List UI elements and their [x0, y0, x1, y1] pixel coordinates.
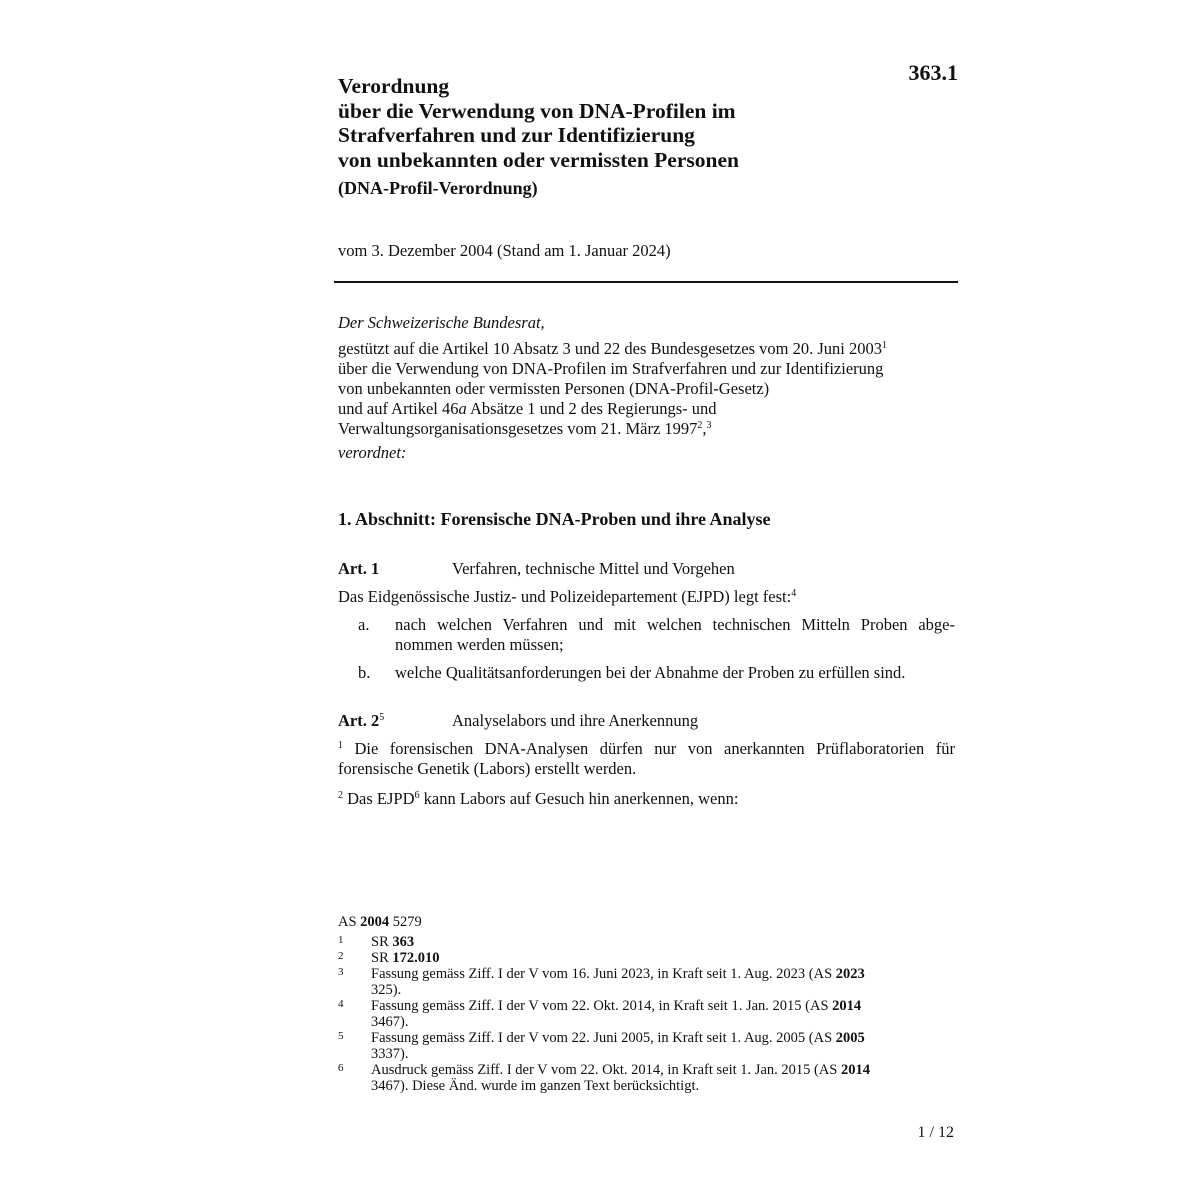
- title-divider: [334, 281, 958, 283]
- preamble-authority: Der Schweizerische Bundesrat,: [338, 313, 545, 332]
- footnote-text: [371, 1063, 898, 1094]
- article-number-text: Art. 2: [338, 711, 380, 730]
- paragraph-text: Das Eidgenössische Justiz- und Polizeidepartement (EJPD) legt fest:: [338, 587, 792, 606]
- as-page: 5279: [389, 914, 422, 930]
- footnote: [338, 935, 898, 951]
- footnote-text: [371, 999, 898, 1030]
- footnote-pre: SR: [371, 934, 393, 950]
- as-year: 2004: [360, 914, 390, 930]
- list-item: [338, 615, 955, 655]
- footnote-number: 4: [338, 998, 344, 1010]
- article-2-heading: [338, 711, 958, 731]
- footnote-pre: Fassung gemäss Ziff. I der V vom 22. Juni 2005, in Kraft seit 1. Aug. 2005 (AS: [371, 1030, 836, 1046]
- preamble-text: gestützt auf die Artikel 10 Absatz 3 und 22 des Bundesgesetzes vom 20. Juni 2003: [338, 339, 882, 358]
- paragraph-text: Das EJPD: [343, 789, 415, 808]
- footnote-text: [371, 967, 898, 998]
- footnote-pre: SR: [371, 950, 393, 966]
- paragraph-text: Die forensischen DNA-Analysen dürfen nur von anerkannten Prüflaboratorien für forensische Genetik (Labors) erstellt werden.: [338, 739, 955, 778]
- preamble-line: über die Verwendung von DNA-Profilen im Strafverfahren und zur Identifizierung: [338, 359, 884, 378]
- title-line: Strafverfahren und zur Identifizierung: [338, 123, 695, 147]
- article-1-heading: [338, 559, 958, 579]
- footnote-number: 5: [338, 1030, 344, 1042]
- preamble-line: [338, 339, 958, 359]
- footnote-bold: 172.010: [392, 950, 440, 966]
- footnote: [338, 1031, 898, 1062]
- preamble-text: Absätze 1 und 2 des Regierungs- und: [466, 399, 717, 418]
- footnote-post: 3467). Diese Änd. wurde im ganzen Text berücksichtigt.: [371, 1077, 700, 1094]
- article-1-intro: [338, 587, 955, 607]
- date-line: vom 3. Dezember 2004 (Stand am 1. Januar 2024): [338, 241, 671, 260]
- preamble-line: [338, 419, 958, 439]
- page-number: 1 / 12: [917, 1124, 954, 1141]
- preamble-text: und auf Artikel 46: [338, 399, 459, 418]
- article-number: Art. 1: [338, 559, 380, 578]
- title-line: Verordnung: [338, 74, 450, 98]
- footnote-number: 6: [338, 1062, 344, 1074]
- footnote-ref[interactable]: 6: [414, 790, 420, 801]
- title-line: über die Verwendung von DNA-Profilen im: [338, 98, 736, 123]
- footnote-text: [371, 935, 898, 951]
- list-item-text: nach welchen Verfahren und mit welchen technischen Mitteln Proben abge- nommen werden müssen;: [395, 615, 955, 654]
- list-item-text: welche Qualitätsanforderungen bei der Abnahme der Proben zu erfüllen sind.: [395, 663, 906, 682]
- footnote-text: [371, 1031, 898, 1062]
- document-title: [338, 74, 858, 172]
- article-title: Analyselabors und ihre Anerkennung: [452, 711, 699, 730]
- preamble-line: von unbekannten oder vermissten Personen (DNA-Profil-Gesetz): [338, 379, 770, 398]
- section-heading: 1. Abschnitt: Forensische DNA-Proben und ihre Analyse: [338, 509, 771, 529]
- paragraph-number: 1: [338, 740, 343, 751]
- sr-number: 363.1: [908, 60, 958, 85]
- preamble-text: Verwaltungsorganisationsgesetzes vom 21. März 1997: [338, 419, 698, 438]
- as-reference: [338, 914, 422, 931]
- preamble-italic-letter: a: [458, 399, 467, 418]
- footnote-ref[interactable]: 3: [706, 420, 712, 431]
- footnote: [338, 967, 898, 998]
- footnote-bold: 2014: [832, 998, 862, 1014]
- preamble: [338, 313, 958, 463]
- article-2-paragraph-1: [338, 739, 955, 779]
- footnote: [338, 951, 898, 967]
- preamble-line: [338, 399, 958, 419]
- footnote: [338, 1063, 898, 1094]
- list-item-label: a.: [358, 615, 370, 634]
- title-line: von unbekannten oder vermissten Personen: [338, 147, 739, 172]
- list-item: [338, 663, 955, 683]
- footnote-number: 1: [338, 934, 344, 946]
- article-2-paragraph-2: [338, 789, 955, 809]
- article-number: [338, 711, 452, 731]
- footnote-ref[interactable]: 1: [881, 340, 887, 351]
- footnote-bold: 2014: [841, 1062, 870, 1078]
- footnote: [338, 999, 898, 1030]
- footnote-bold: 363: [392, 934, 415, 950]
- footnote-post: 3467).: [371, 1013, 409, 1030]
- footnote-number: 2: [338, 950, 344, 962]
- article-title: Verfahren, technische Mittel und Vorgehen: [452, 559, 735, 578]
- footnote-bold: 2023: [835, 966, 865, 982]
- footnote-number: 3: [338, 966, 344, 978]
- footnote-post: 325).: [371, 981, 402, 998]
- separator: ,: [702, 419, 707, 438]
- footnote-pre: Ausdruck gemäss Ziff. I der V vom 22. Okt. 2014, in Kraft seit 1. Jan. 2015 (AS: [371, 1062, 841, 1078]
- footnote-pre: Fassung gemäss Ziff. I der V vom 16. Juni 2023, in Kraft seit 1. Aug. 2023 (AS: [371, 966, 836, 982]
- footnote-pre: Fassung gemäss Ziff. I der V vom 22. Okt. 2014, in Kraft seit 1. Jan. 2015 (AS: [371, 998, 833, 1014]
- short-title: (DNA-Profil-Verordnung): [338, 178, 538, 198]
- list-item-label: b.: [358, 663, 371, 682]
- footnote-post: 3337).: [371, 1045, 409, 1062]
- footnote-ref[interactable]: 2: [697, 420, 703, 431]
- footnote-ref[interactable]: 5: [379, 712, 385, 723]
- footnote-ref[interactable]: 4: [791, 588, 797, 599]
- as-prefix: AS: [338, 914, 361, 930]
- footnote-text: [371, 951, 898, 967]
- paragraph-text: kann Labors auf Gesuch hin anerkennen, wenn:: [419, 789, 739, 808]
- preamble-verordnet: verordnet:: [338, 443, 407, 462]
- paragraph-number: 2: [338, 790, 343, 801]
- footnote-bold: 2005: [835, 1030, 865, 1046]
